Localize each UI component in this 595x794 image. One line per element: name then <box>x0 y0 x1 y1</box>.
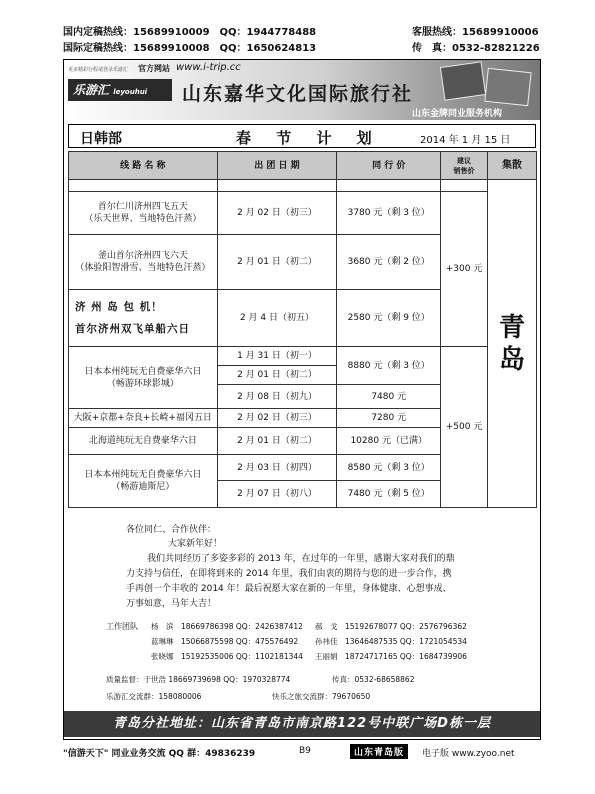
staff-entry: 孙祎佳 13646487535 QQ：1721054534 <box>315 637 467 646</box>
photo-2 <box>484 68 531 106</box>
header-price: 同 行 价 <box>337 152 441 180</box>
route-cell: 北海道纯玩无自费豪华六日 <box>69 428 218 455</box>
price-cell: 10280 元（已满） <box>337 428 441 455</box>
route-cell: 首尔仁川济州四飞五天 （乐天世界、当地特色汗蒸） <box>69 192 218 235</box>
msg-body: 我们共同经历了多姿多彩的 2013 年，在过年的一年里，感谢大家对我们的鼎 <box>147 554 455 564</box>
price-cell: 3780 元（剩 3 位） <box>337 192 441 235</box>
staff-entry: 杨 滨 18669786398 QQ：2426387412 <box>151 622 303 631</box>
date-cell: 2 月 02 日（初三） <box>217 192 337 235</box>
page-number: B9 <box>299 746 311 756</box>
schedule-table <box>68 151 537 508</box>
group-happy-travel: 快乐之旅交流群：79670650 <box>272 692 371 701</box>
domestic-hotline: 国内定稿热线：15689910009 QQ：1944778488 <box>63 27 317 38</box>
service-hotline: 客服热线：15689910006 <box>412 27 539 38</box>
route-cell: 济 州 岛 包 机！ 首尔济州双飞单船六日 <box>69 290 218 347</box>
msg-body: 手再创一个丰收的 2014 年！最后祝愿大家在新的一年里，身体健康、心想事成、 <box>126 584 452 594</box>
tagline: 山东金牌同业服务机构 <box>412 109 503 119</box>
route-cell: 大阪+京都+奈良+长崎+福冈五日 <box>69 409 218 428</box>
date-cell: 2 月 07 日（初八） <box>217 481 337 508</box>
date-cell: 2 月 02 日（初三） <box>217 409 337 428</box>
logo-sub: leyouhui <box>113 88 148 96</box>
dept-title: 日韩部 <box>80 131 122 147</box>
staff-entry: 蓝琳琳 15066875598 QQ：475576492 <box>151 637 299 646</box>
date-cell: 2 月 01 日（初二） <box>217 235 337 290</box>
logo <box>68 79 172 101</box>
group-leyouhui: 乐游汇交流群：158080006 <box>106 692 202 701</box>
staff-entry: 王丽娟 18724717165 QQ：1684739906 <box>315 652 467 661</box>
photo-1 <box>440 61 486 101</box>
price-cell: 3680 元（剩 2 位） <box>337 235 441 290</box>
date-cell: 2 月 03 日（初四） <box>217 455 337 481</box>
suggest-japan: +500 元 <box>441 347 488 508</box>
site-url[interactable]: www.i-trip.cc <box>176 62 241 73</box>
header-gather: 集散 <box>488 152 537 180</box>
table-row <box>69 347 537 366</box>
date-cell: 2 月 08 日（初九） <box>217 385 337 409</box>
header-route: 线 路 名 称 <box>69 152 218 180</box>
plan-date: 2014 年 1 月 15 日 <box>420 135 511 146</box>
international-hotline: 国际定稿热线：15689910008 QQ：1650624813 <box>63 43 317 54</box>
gather-city: 青 岛 <box>488 180 537 508</box>
route-cell: 釜山首尔济州四飞六天 （体验阳智滑雪、当地特色汗蒸） <box>69 235 218 290</box>
fax-line: 传 真：0532-82821226 <box>412 43 540 54</box>
msg-body: 力支持与信任，在即将到来的 2014 年里，我们由衷的期待与您的进一步合作，携 <box>126 569 452 579</box>
staff-fax: 传真：0532-68658862 <box>332 675 415 684</box>
site-label: 官方网站 <box>138 64 170 73</box>
price-cell: 7480 元 <box>337 385 441 409</box>
date-cell: 1 月 31 日（初一） <box>217 347 337 366</box>
banner-small-text: 更多精彩行程请登录乐游汇 <box>68 67 129 73</box>
date-cell: 2 月 01 日（初二） <box>217 428 337 455</box>
price-cell: 7480 元（剩 5 位） <box>337 481 441 508</box>
msg-greeting: 各位同仁、合作伙伴： <box>126 525 217 535</box>
header-dates: 出 团 日 期 <box>217 152 337 180</box>
spacer-row <box>69 180 537 192</box>
msg-new-year: 大家新年好！ <box>168 539 223 549</box>
edition-badge: 山东青岛版 <box>350 744 408 759</box>
suggest-korea: +300 元 <box>441 192 488 347</box>
msg-body: 万事如意，马年大吉！ <box>126 599 217 609</box>
date-cell: 2 月 4 日（初五） <box>217 290 337 347</box>
quality-supervisor: 质量监督：于世浩 18669739698 QQ：1970328774 <box>106 675 291 684</box>
team-label: 工作团队 <box>106 622 138 631</box>
price-cell: 8580 元（剩 3 位） <box>337 455 441 481</box>
header-suggest: 建议 销售价 <box>441 152 488 180</box>
staff-entry: 张晓娜 15192535006 QQ：1102181344 <box>151 652 303 661</box>
e-edition-url[interactable]: 电子版 www.zyoo.net <box>422 749 515 759</box>
price-cell: 8880 元（剩 3 位） <box>337 347 441 385</box>
price-cell: 7280 元 <box>337 409 441 428</box>
table-header <box>69 152 537 180</box>
brand-name: 山东嘉华文化国际旅行社 <box>182 83 414 105</box>
price-cell: 2580 元（剩 9 位） <box>337 290 441 347</box>
logo-text: 乐游汇 <box>73 83 110 97</box>
date-cell: 2 月 01 日（初二） <box>217 366 337 385</box>
qq-group-line: "信游天下" 同业业务交流 QQ 群：49836239 <box>63 749 256 759</box>
branch-address: 青岛分社地址：山东省青岛市南京路122号中联广场D栋一层 <box>64 711 540 737</box>
route-cell: 日本本州纯玩无自费豪华六日 （畅游环球影城） <box>69 347 218 409</box>
staff-entry: 郝 戈 15192678077 QQ：2576796362 <box>315 622 467 631</box>
plan-title: 春 节 计 划 <box>236 129 382 147</box>
route-cell: 日本本州纯玩无自费豪华六日 （畅游迪斯尼） <box>69 455 218 508</box>
table-row <box>69 192 537 235</box>
